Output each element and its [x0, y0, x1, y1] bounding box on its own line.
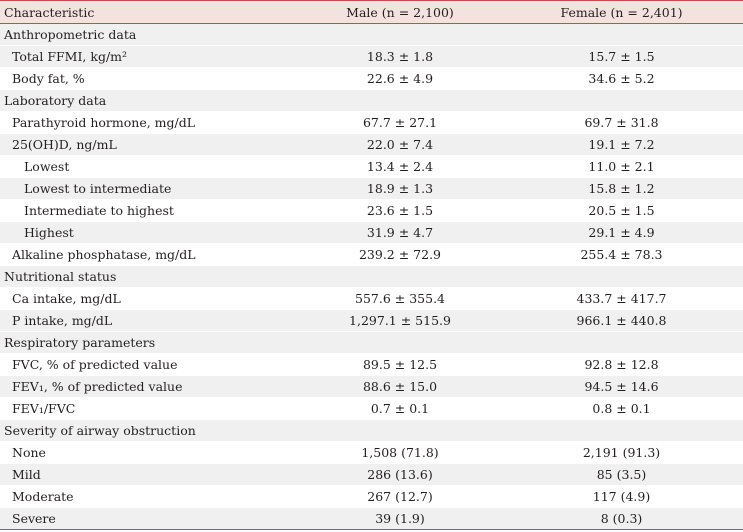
- row-label: Lowest: [24, 159, 70, 174]
- female-value: 92.8 ± 12.8: [584, 357, 659, 372]
- male-value: 557.6 ± 355.4: [355, 291, 445, 306]
- female-value: 20.5 ± 1.5: [588, 203, 655, 218]
- male-value: 239.2 ± 72.9: [358, 247, 442, 262]
- table-row: [0, 486, 743, 508]
- female-value: 966.1 ± 440.8: [576, 313, 667, 328]
- male-value: 23.6 ± 1.5: [366, 203, 434, 218]
- table-row: [0, 464, 743, 486]
- table-row: [0, 508, 743, 530]
- female-value: 2,191 (91.3): [582, 445, 661, 460]
- row-label: Moderate: [12, 489, 74, 504]
- male-value: 22.6 ± 4.9: [366, 71, 434, 86]
- male-value: 89.5 ± 12.5: [362, 357, 438, 372]
- male-value: 31.9 ± 4.7: [366, 225, 434, 240]
- female-value: 19.1 ± 7.2: [588, 137, 655, 152]
- female-value: 117 (4.9): [592, 489, 651, 504]
- table-row: [0, 200, 743, 222]
- row-label: Nutritional status: [4, 269, 117, 284]
- female-value: 94.5 ± 14.6: [584, 379, 659, 394]
- male-value: 1,508 (71.8): [361, 445, 439, 460]
- row-label: Highest: [24, 225, 74, 240]
- male-value: 22.0 ± 7.4: [366, 137, 434, 152]
- row-label: FEV₁/FVC: [12, 401, 76, 416]
- female-value: 11.0 ± 2.1: [588, 159, 655, 174]
- header-male: Male (n = 2,100): [346, 4, 454, 20]
- row-label: None: [12, 445, 46, 460]
- male-value: 13.4 ± 2.4: [366, 159, 434, 174]
- male-value: 0.7 ± 0.1: [370, 401, 430, 416]
- table-row: [0, 134, 743, 156]
- row-label: Lowest to intermediate: [24, 181, 172, 196]
- table-row: [0, 376, 743, 398]
- section-row: [0, 420, 743, 442]
- table-header-row: [0, 1, 743, 24]
- table-row: [0, 112, 743, 134]
- row-label: Ca intake, mg/dL: [12, 291, 121, 306]
- section-row: [0, 90, 743, 112]
- table-row: [0, 156, 743, 178]
- table-row: [0, 354, 743, 376]
- row-label: Intermediate to highest: [24, 203, 174, 218]
- row-label: Respiratory parameters: [4, 335, 156, 350]
- row-label: Severe: [12, 511, 56, 526]
- table-row: [0, 46, 743, 68]
- female-value: 433.7 ± 417.7: [576, 291, 667, 306]
- section-row: [0, 266, 743, 288]
- header-characteristic: Characteristic: [4, 4, 95, 20]
- header-female: Female (n = 2,401): [560, 4, 683, 20]
- female-value: 69.7 ± 31.8: [584, 115, 659, 130]
- table-row: [0, 222, 743, 244]
- row-label: Total FFMI, kg/m²: [12, 49, 128, 64]
- row-label: Mild: [12, 467, 41, 482]
- table-row: [0, 178, 743, 200]
- table-row: [0, 398, 743, 420]
- row-label: Parathyroid hormone, mg/dL: [12, 115, 196, 130]
- female-value: 34.6 ± 5.2: [588, 71, 655, 86]
- table-row: [0, 68, 743, 90]
- section-row: [0, 24, 743, 46]
- male-value: 1,297.1 ± 515.9: [349, 313, 451, 328]
- female-value: 0.8 ± 0.1: [592, 401, 651, 416]
- row-label: Anthropometric data: [4, 27, 137, 42]
- female-value: 15.8 ± 1.2: [588, 181, 655, 196]
- row-label: 25(OH)D, ng/mL: [12, 137, 117, 152]
- female-value: 29.1 ± 4.9: [588, 225, 655, 240]
- male-value: 286 (13.6): [367, 467, 433, 482]
- row-label: P intake, mg/dL: [12, 313, 113, 328]
- row-label: FEV₁, % of predicted value: [12, 379, 183, 394]
- male-value: 88.6 ± 15.0: [362, 379, 438, 394]
- row-label: Body fat, %: [12, 71, 85, 86]
- section-row: [0, 332, 743, 354]
- female-value: 15.7 ± 1.5: [588, 49, 655, 64]
- male-value: 18.9 ± 1.3: [366, 181, 434, 196]
- table-row: [0, 244, 743, 266]
- female-value: 255.4 ± 78.3: [580, 247, 663, 262]
- row-label: FVC, % of predicted value: [12, 357, 178, 372]
- row-label: Laboratory data: [4, 93, 107, 108]
- row-label: Severity of airway obstruction: [4, 423, 196, 438]
- table-row: [0, 310, 743, 332]
- female-value: 8 (0.3): [600, 511, 643, 526]
- male-value: 39 (1.9): [375, 511, 425, 526]
- male-value: 67.7 ± 27.1: [362, 115, 438, 130]
- row-label: Alkaline phosphatase, mg/dL: [12, 247, 196, 262]
- female-value: 85 (3.5): [596, 467, 647, 482]
- table-row: [0, 442, 743, 464]
- male-value: 18.3 ± 1.8: [366, 49, 434, 64]
- table-row: [0, 288, 743, 310]
- male-value: 267 (12.7): [367, 489, 433, 504]
